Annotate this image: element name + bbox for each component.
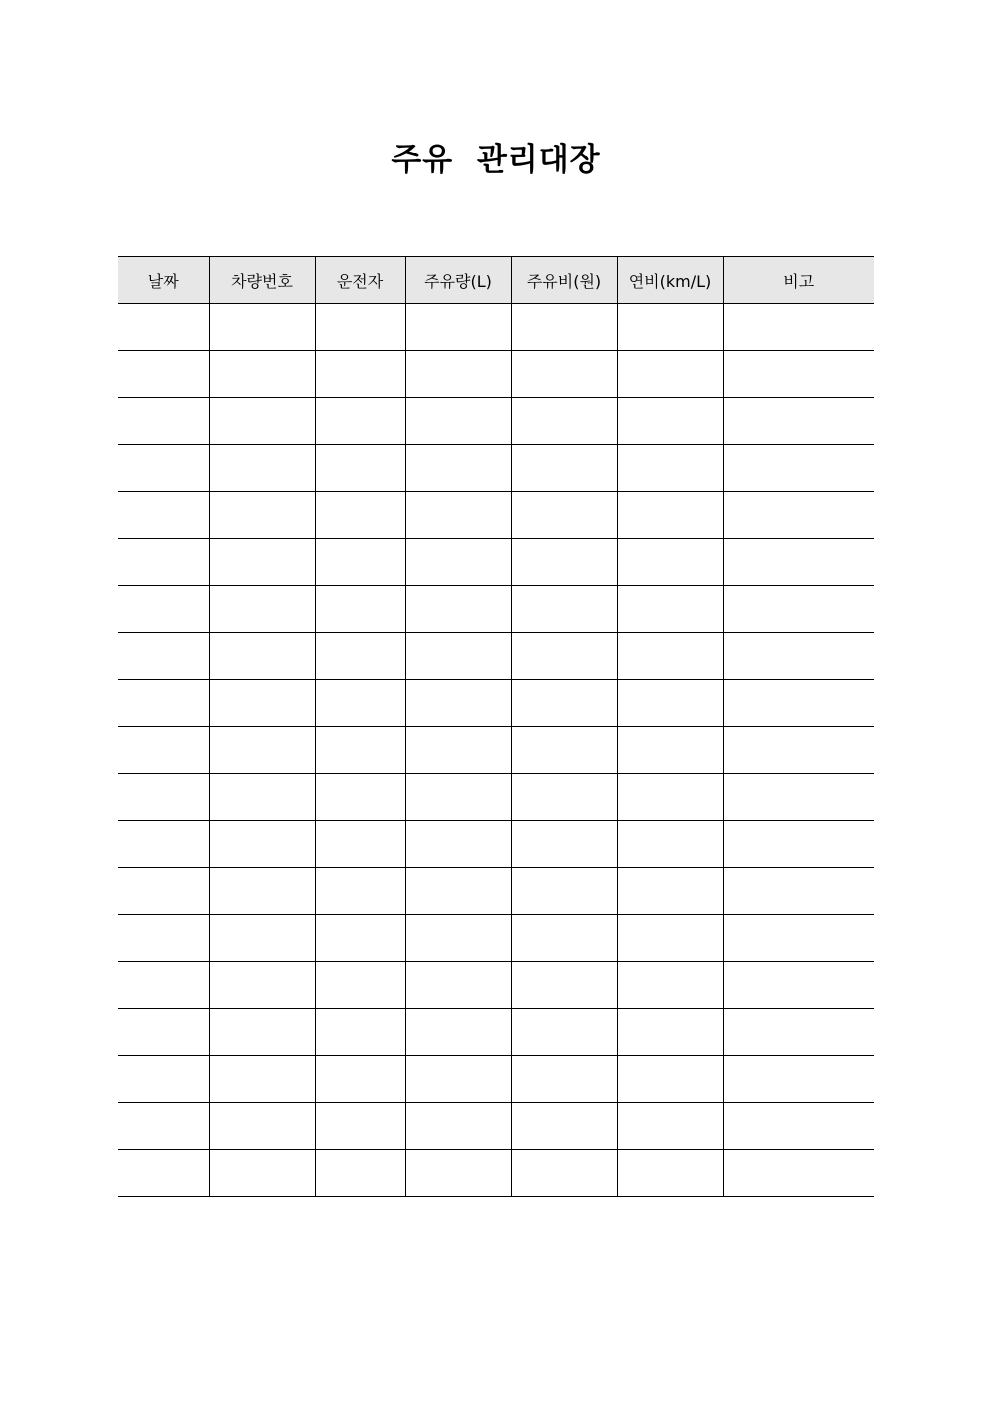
cell-fuel-efficiency[interactable] xyxy=(617,680,723,727)
cell-date[interactable] xyxy=(118,304,209,351)
cell-remarks[interactable] xyxy=(723,868,874,915)
cell-fuel-cost[interactable] xyxy=(511,586,617,633)
cell-fuel-cost[interactable] xyxy=(511,351,617,398)
cell-fuel-cost[interactable] xyxy=(511,445,617,492)
cell-driver[interactable] xyxy=(315,1009,405,1056)
cell-fuel-efficiency[interactable] xyxy=(617,586,723,633)
page-title: 주유 관리대장 xyxy=(391,142,601,178)
cell-fuel-efficiency[interactable] xyxy=(617,868,723,915)
cell-vehicle-number[interactable] xyxy=(209,962,315,1009)
cell-fuel-amount[interactable] xyxy=(405,774,511,821)
cell-fuel-efficiency[interactable] xyxy=(617,1150,723,1197)
cell-remarks[interactable] xyxy=(723,445,874,492)
cell-driver[interactable] xyxy=(315,304,405,351)
table-row xyxy=(118,868,874,915)
cell-fuel-amount[interactable] xyxy=(405,962,511,1009)
cell-driver[interactable] xyxy=(315,586,405,633)
column-header-date: 날짜 xyxy=(118,257,209,304)
cell-fuel-efficiency[interactable] xyxy=(617,1103,723,1150)
cell-fuel-amount[interactable] xyxy=(405,1150,511,1197)
cell-remarks[interactable] xyxy=(723,962,874,1009)
cell-vehicle-number[interactable] xyxy=(209,821,315,868)
cell-fuel-efficiency[interactable] xyxy=(617,304,723,351)
cell-fuel-efficiency[interactable] xyxy=(617,539,723,586)
cell-fuel-cost[interactable] xyxy=(511,1103,617,1150)
cell-fuel-efficiency[interactable] xyxy=(617,915,723,962)
cell-fuel-amount[interactable] xyxy=(405,492,511,539)
cell-date[interactable] xyxy=(118,1150,209,1197)
cell-date[interactable] xyxy=(118,492,209,539)
cell-fuel-cost[interactable] xyxy=(511,539,617,586)
cell-driver[interactable] xyxy=(315,774,405,821)
table-row xyxy=(118,680,874,727)
cell-vehicle-number[interactable] xyxy=(209,445,315,492)
cell-fuel-amount[interactable] xyxy=(405,304,511,351)
cell-driver[interactable] xyxy=(315,633,405,680)
table-row xyxy=(118,1103,874,1150)
cell-remarks[interactable] xyxy=(723,539,874,586)
table-row xyxy=(118,633,874,680)
column-header-fuel-cost: 주유비(원) xyxy=(511,257,617,304)
cell-driver[interactable] xyxy=(315,445,405,492)
column-header-driver: 운전자 xyxy=(315,257,405,304)
cell-fuel-cost[interactable] xyxy=(511,962,617,1009)
column-header-vehicle-number: 차량번호 xyxy=(209,257,315,304)
cell-vehicle-number[interactable] xyxy=(209,539,315,586)
cell-vehicle-number[interactable] xyxy=(209,304,315,351)
table-row xyxy=(118,492,874,539)
cell-fuel-efficiency[interactable] xyxy=(617,962,723,1009)
cell-date[interactable] xyxy=(118,633,209,680)
cell-fuel-cost[interactable] xyxy=(511,398,617,445)
cell-fuel-amount[interactable] xyxy=(405,727,511,774)
cell-vehicle-number[interactable] xyxy=(209,680,315,727)
table-row xyxy=(118,1009,874,1056)
cell-fuel-efficiency[interactable] xyxy=(617,1009,723,1056)
cell-remarks[interactable] xyxy=(723,727,874,774)
cell-fuel-amount[interactable] xyxy=(405,915,511,962)
cell-vehicle-number[interactable] xyxy=(209,586,315,633)
cell-fuel-efficiency[interactable] xyxy=(617,633,723,680)
fuel-ledger-table xyxy=(118,256,874,1197)
cell-fuel-efficiency[interactable] xyxy=(617,774,723,821)
cell-date[interactable] xyxy=(118,398,209,445)
table-row xyxy=(118,727,874,774)
cell-remarks[interactable] xyxy=(723,633,874,680)
cell-vehicle-number[interactable] xyxy=(209,492,315,539)
cell-remarks[interactable] xyxy=(723,821,874,868)
cell-vehicle-number[interactable] xyxy=(209,868,315,915)
table-row xyxy=(118,774,874,821)
cell-remarks[interactable] xyxy=(723,398,874,445)
column-header-remarks: 비고 xyxy=(723,257,874,304)
table-row xyxy=(118,1150,874,1197)
table-row xyxy=(118,539,874,586)
cell-remarks[interactable] xyxy=(723,351,874,398)
cell-fuel-amount[interactable] xyxy=(405,680,511,727)
cell-remarks[interactable] xyxy=(723,1056,874,1103)
column-header-fuel-amount: 주유량(L) xyxy=(405,257,511,304)
cell-fuel-cost[interactable] xyxy=(511,868,617,915)
cell-date[interactable] xyxy=(118,962,209,1009)
column-header-fuel-efficiency: 연비(km/L) xyxy=(617,257,723,304)
cell-remarks[interactable] xyxy=(723,915,874,962)
cell-remarks[interactable] xyxy=(723,1103,874,1150)
table-row xyxy=(118,962,874,1009)
cell-fuel-amount[interactable] xyxy=(405,539,511,586)
cell-fuel-amount[interactable] xyxy=(405,1056,511,1103)
cell-driver[interactable] xyxy=(315,1056,405,1103)
cell-remarks[interactable] xyxy=(723,774,874,821)
cell-fuel-amount[interactable] xyxy=(405,821,511,868)
cell-fuel-amount[interactable] xyxy=(405,351,511,398)
cell-remarks[interactable] xyxy=(723,680,874,727)
cell-date[interactable] xyxy=(118,1103,209,1150)
cell-date[interactable] xyxy=(118,1009,209,1056)
cell-vehicle-number[interactable] xyxy=(209,633,315,680)
cell-driver[interactable] xyxy=(315,539,405,586)
cell-fuel-cost[interactable] xyxy=(511,1150,617,1197)
table-row xyxy=(118,915,874,962)
cell-date[interactable] xyxy=(118,351,209,398)
cell-fuel-amount[interactable] xyxy=(405,633,511,680)
cell-driver[interactable] xyxy=(315,492,405,539)
table-row xyxy=(118,304,874,351)
cell-fuel-cost[interactable] xyxy=(511,915,617,962)
cell-fuel-efficiency[interactable] xyxy=(617,821,723,868)
cell-vehicle-number[interactable] xyxy=(209,1150,315,1197)
table-row xyxy=(118,586,874,633)
cell-fuel-amount[interactable] xyxy=(405,868,511,915)
cell-fuel-cost[interactable] xyxy=(511,1009,617,1056)
cell-date[interactable] xyxy=(118,868,209,915)
cell-date[interactable] xyxy=(118,680,209,727)
cell-date[interactable] xyxy=(118,586,209,633)
cell-driver[interactable] xyxy=(315,915,405,962)
cell-fuel-cost[interactable] xyxy=(511,727,617,774)
cell-driver[interactable] xyxy=(315,1103,405,1150)
cell-vehicle-number[interactable] xyxy=(209,1056,315,1103)
cell-vehicle-number[interactable] xyxy=(209,1009,315,1056)
cell-date[interactable] xyxy=(118,445,209,492)
cell-driver[interactable] xyxy=(315,351,405,398)
cell-date[interactable] xyxy=(118,774,209,821)
cell-date[interactable] xyxy=(118,1056,209,1103)
cell-date[interactable] xyxy=(118,821,209,868)
cell-date[interactable] xyxy=(118,539,209,586)
cell-vehicle-number[interactable] xyxy=(209,915,315,962)
cell-driver[interactable] xyxy=(315,1150,405,1197)
cell-remarks[interactable] xyxy=(723,1009,874,1056)
table-row xyxy=(118,351,874,398)
cell-fuel-cost[interactable] xyxy=(511,821,617,868)
cell-remarks[interactable] xyxy=(723,1150,874,1197)
cell-remarks[interactable] xyxy=(723,586,874,633)
cell-fuel-amount[interactable] xyxy=(405,1103,511,1150)
cell-fuel-cost[interactable] xyxy=(511,680,617,727)
cell-vehicle-number[interactable] xyxy=(209,398,315,445)
cell-fuel-amount[interactable] xyxy=(405,445,511,492)
cell-driver[interactable] xyxy=(315,821,405,868)
cell-fuel-efficiency[interactable] xyxy=(617,398,723,445)
cell-fuel-cost[interactable] xyxy=(511,304,617,351)
cell-remarks[interactable] xyxy=(723,492,874,539)
table-row xyxy=(118,445,874,492)
cell-driver[interactable] xyxy=(315,868,405,915)
cell-date[interactable] xyxy=(118,727,209,774)
cell-fuel-amount[interactable] xyxy=(405,586,511,633)
cell-vehicle-number[interactable] xyxy=(209,774,315,821)
cell-driver[interactable] xyxy=(315,398,405,445)
table-row xyxy=(118,398,874,445)
cell-vehicle-number[interactable] xyxy=(209,351,315,398)
cell-fuel-efficiency[interactable] xyxy=(617,492,723,539)
cell-driver[interactable] xyxy=(315,680,405,727)
cell-date[interactable] xyxy=(118,915,209,962)
cell-vehicle-number[interactable] xyxy=(209,1103,315,1150)
cell-fuel-cost[interactable] xyxy=(511,1056,617,1103)
cell-fuel-cost[interactable] xyxy=(511,633,617,680)
cell-driver[interactable] xyxy=(315,962,405,1009)
cell-fuel-efficiency[interactable] xyxy=(617,445,723,492)
cell-fuel-amount[interactable] xyxy=(405,398,511,445)
cell-fuel-amount[interactable] xyxy=(405,1009,511,1056)
cell-fuel-cost[interactable] xyxy=(511,492,617,539)
cell-fuel-efficiency[interactable] xyxy=(617,727,723,774)
table-row xyxy=(118,1056,874,1103)
header-row xyxy=(118,257,874,304)
cell-fuel-efficiency[interactable] xyxy=(617,351,723,398)
cell-vehicle-number[interactable] xyxy=(209,727,315,774)
table-row xyxy=(118,821,874,868)
cell-driver[interactable] xyxy=(315,727,405,774)
cell-remarks[interactable] xyxy=(723,304,874,351)
cell-fuel-cost[interactable] xyxy=(511,774,617,821)
cell-fuel-efficiency[interactable] xyxy=(617,1056,723,1103)
